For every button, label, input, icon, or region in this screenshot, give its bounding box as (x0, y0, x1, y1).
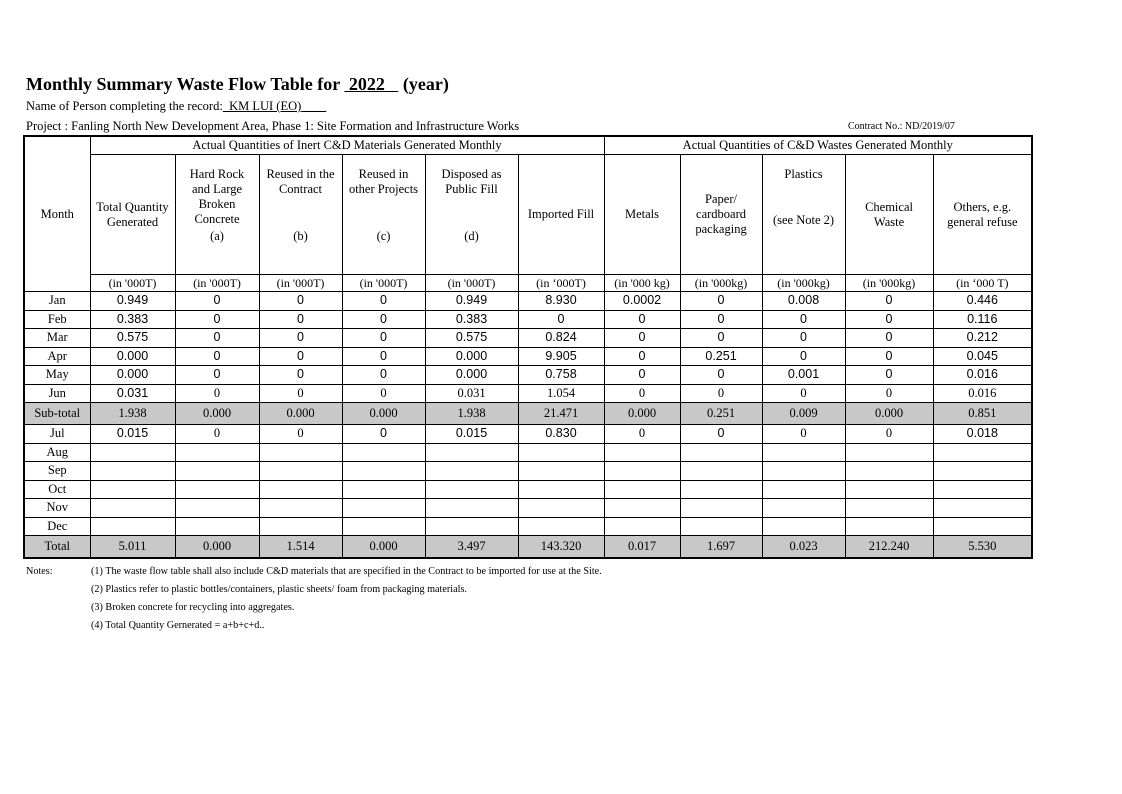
value-cell: 0.251 (680, 403, 762, 425)
month-cell: Dec (24, 517, 90, 536)
notes-label: Notes: (26, 566, 53, 577)
value-cell (425, 480, 518, 499)
value-cell: 0.000 (175, 536, 259, 559)
value-cell (259, 443, 342, 462)
value-cell: 0 (762, 347, 845, 366)
value-cell: 1.697 (680, 536, 762, 559)
value-cell: 0 (175, 347, 259, 366)
value-cell: 0 (845, 310, 933, 329)
value-cell: 0.0002 (604, 292, 680, 311)
value-cell: 0.000 (259, 403, 342, 425)
value-cell: 0.000 (425, 347, 518, 366)
value-cell: 0.008 (762, 292, 845, 311)
value-cell: 0.383 (90, 310, 175, 329)
value-cell (762, 499, 845, 518)
value-cell (845, 462, 933, 481)
value-cell: 0 (259, 292, 342, 311)
value-cell: 0.017 (604, 536, 680, 559)
value-cell: 0.824 (518, 329, 604, 348)
value-cell: 0 (175, 384, 259, 403)
value-cell (933, 462, 1032, 481)
month-cell: Mar (24, 329, 90, 348)
value-cell: 0 (604, 384, 680, 403)
value-cell: 0.016 (933, 384, 1032, 403)
value-cell (518, 480, 604, 499)
value-cell: 0.009 (762, 403, 845, 425)
value-cell: 0.851 (933, 403, 1032, 425)
value-cell: 0.000 (342, 536, 425, 559)
value-cell (680, 443, 762, 462)
unit-label-2: (in '000T) (259, 275, 342, 292)
value-cell: 1.938 (425, 403, 518, 425)
value-cell: 0.830 (518, 425, 604, 444)
unit-label-8: (in '000kg) (762, 275, 845, 292)
value-cell: 0 (604, 347, 680, 366)
value-cell (933, 499, 1032, 518)
value-cell: 1.938 (90, 403, 175, 425)
note-item: (3) Broken concrete for recycling into aggregates. (91, 602, 295, 613)
column-header-3: Reused in other Projects (c) (342, 155, 425, 275)
value-cell (762, 480, 845, 499)
value-cell: 0 (845, 384, 933, 403)
value-cell: 143.320 (518, 536, 604, 559)
value-cell: 0.949 (425, 292, 518, 311)
value-cell (845, 443, 933, 462)
value-cell (604, 443, 680, 462)
value-cell: 0.023 (762, 536, 845, 559)
title-year: 2022 (348, 74, 385, 94)
value-cell: 0 (342, 384, 425, 403)
value-cell: 0 (259, 366, 342, 385)
value-cell: 0 (604, 366, 680, 385)
month-cell: May (24, 366, 90, 385)
project-title: Project : Fanling North New Development Area, Phase 1: Site Formation and Infrastructure Works (26, 119, 520, 133)
value-cell: 0 (342, 366, 425, 385)
table-body (24, 292, 1032, 559)
value-cell: 0 (604, 425, 680, 444)
column-header-9: Chemical Waste (845, 155, 933, 275)
note-item: (4) Total Quantity Gernerated = a+b+c+d.. (91, 620, 265, 631)
value-cell (425, 462, 518, 481)
value-cell: 0 (680, 310, 762, 329)
unit-label-5: (in ‘000T) (518, 275, 604, 292)
month-cell: Total (24, 536, 90, 559)
value-cell: 0 (604, 310, 680, 329)
value-cell: 0 (762, 329, 845, 348)
value-cell: 0 (680, 425, 762, 444)
value-cell (933, 480, 1032, 499)
month-cell: Aug (24, 443, 90, 462)
value-cell (259, 499, 342, 518)
unit-label-1: (in '000T) (175, 275, 259, 292)
value-cell: 0.018 (933, 425, 1032, 444)
column-header-7: Paper/ cardboard packaging (680, 155, 762, 275)
value-cell: 9.905 (518, 347, 604, 366)
value-cell: 0 (845, 347, 933, 366)
table-row (24, 517, 1032, 536)
value-cell: 0 (845, 425, 933, 444)
value-cell (933, 443, 1032, 462)
value-cell: 0 (175, 292, 259, 311)
value-cell (762, 462, 845, 481)
table-row (24, 462, 1032, 481)
unit-label-3: (in '000T) (342, 275, 425, 292)
month-cell: Jun (24, 384, 90, 403)
value-cell (259, 517, 342, 536)
column-header-8: Plastics (see Note 2) (762, 155, 845, 275)
value-cell (175, 443, 259, 462)
column-header-5: Imported Fill (518, 155, 604, 275)
value-cell: 0.015 (425, 425, 518, 444)
value-cell: 1.054 (518, 384, 604, 403)
value-cell: 0 (175, 329, 259, 348)
column-header-1: Hard Rock and Large Broken Concrete (a) (175, 155, 259, 275)
value-cell: 0 (342, 310, 425, 329)
value-cell (425, 443, 518, 462)
value-cell (518, 443, 604, 462)
inert-group-header: Actual Quantities of Inert C&D Materials Generated Monthly (90, 136, 604, 155)
value-cell: 21.471 (518, 403, 604, 425)
value-cell (90, 443, 175, 462)
unit-label-10: (in ‘000 T) (933, 275, 1032, 292)
column-header-row (24, 155, 1032, 275)
table-row (24, 329, 1032, 348)
table-row (24, 480, 1032, 499)
column-header-4: Disposed as Public Fill (d) (425, 155, 518, 275)
value-cell: 0.116 (933, 310, 1032, 329)
month-cell: Jan (24, 292, 90, 311)
value-cell: 0.575 (425, 329, 518, 348)
table-row (24, 347, 1032, 366)
value-cell (680, 480, 762, 499)
value-cell: 0 (845, 366, 933, 385)
value-cell: 0.212 (933, 329, 1032, 348)
value-cell (604, 499, 680, 518)
value-cell: 0.031 (425, 384, 518, 403)
unit-label-6: (in '000 kg) (604, 275, 680, 292)
value-cell: 0 (259, 425, 342, 444)
value-cell: 212.240 (845, 536, 933, 559)
value-cell: 0 (259, 384, 342, 403)
value-cell (175, 480, 259, 499)
value-cell (845, 517, 933, 536)
value-cell: 0 (259, 347, 342, 366)
value-cell: 0 (342, 425, 425, 444)
value-cell: 0.000 (425, 366, 518, 385)
value-cell: 0 (175, 425, 259, 444)
value-cell: 0.000 (342, 403, 425, 425)
month-cell: Oct (24, 480, 90, 499)
column-header-0: Total Quantity Generated (90, 155, 175, 275)
unit-label-4: (in '000T) (425, 275, 518, 292)
page-title: Monthly Summary Waste Flow Table for 2022 (year) (26, 74, 449, 94)
value-cell: 0 (845, 329, 933, 348)
month-cell: Nov (24, 499, 90, 518)
value-cell: 1.514 (259, 536, 342, 559)
value-cell (90, 480, 175, 499)
value-cell (259, 480, 342, 499)
value-cell (342, 517, 425, 536)
value-cell: 0 (342, 292, 425, 311)
value-cell (175, 499, 259, 518)
unit-label-9: (in '000kg) (845, 275, 933, 292)
value-cell: 0 (175, 366, 259, 385)
value-cell: 0 (518, 310, 604, 329)
value-cell (680, 517, 762, 536)
value-cell (175, 462, 259, 481)
month-cell: Feb (24, 310, 90, 329)
value-cell (518, 462, 604, 481)
note-item: (1) The waste flow table shall also include C&D materials that are specified in the Contract to be imported for use at the Site. (91, 566, 602, 577)
value-cell: 0.251 (680, 347, 762, 366)
table-row (24, 310, 1032, 329)
value-cell (762, 517, 845, 536)
value-cell: 0 (342, 347, 425, 366)
value-cell (604, 462, 680, 481)
value-cell (342, 499, 425, 518)
value-cell (342, 443, 425, 462)
table-row (24, 499, 1032, 518)
month-cell: Jul (24, 425, 90, 444)
unit-label-0: (in '000T) (90, 275, 175, 292)
table-row (24, 366, 1032, 385)
month-cell: Apr (24, 347, 90, 366)
record-person-line: Name of Person completing the record: KM LUI (EO) (26, 99, 326, 114)
value-cell: 0 (259, 310, 342, 329)
record-person-name: KM LUI (EO) (229, 99, 302, 113)
value-cell: 0.000 (845, 403, 933, 425)
value-cell (425, 499, 518, 518)
value-cell (680, 499, 762, 518)
value-cell: 3.497 (425, 536, 518, 559)
value-cell (680, 462, 762, 481)
value-cell: 8.930 (518, 292, 604, 311)
value-cell: 0 (680, 366, 762, 385)
value-cell: 0 (604, 329, 680, 348)
value-cell: 0 (762, 425, 845, 444)
table-row (24, 403, 1032, 425)
value-cell (518, 517, 604, 536)
month-header: Month (24, 136, 90, 292)
value-cell (175, 517, 259, 536)
value-cell (342, 462, 425, 481)
value-cell (90, 462, 175, 481)
value-cell (259, 462, 342, 481)
value-cell: 5.530 (933, 536, 1032, 559)
value-cell: 0 (762, 310, 845, 329)
value-cell (604, 517, 680, 536)
value-cell (604, 480, 680, 499)
waste-group-header: Actual Quantities of C&D Wastes Generated Monthly (604, 136, 1032, 155)
table-row (24, 292, 1032, 311)
unit-row (24, 275, 1032, 292)
column-header-2: Reused in the Contract (b) (259, 155, 342, 275)
column-header-10: Others, e.g. general refuse (933, 155, 1032, 275)
value-cell: 0.383 (425, 310, 518, 329)
contract-number: Contract No.: ND/2019/07 (848, 121, 955, 132)
value-cell (845, 499, 933, 518)
value-cell: 0 (259, 329, 342, 348)
value-cell: 0 (680, 384, 762, 403)
value-cell: 0.949 (90, 292, 175, 311)
value-cell: 0.000 (90, 366, 175, 385)
value-cell (342, 480, 425, 499)
value-cell (90, 517, 175, 536)
value-cell: 0 (762, 384, 845, 403)
value-cell: 0 (342, 329, 425, 348)
value-cell (90, 499, 175, 518)
value-cell (425, 517, 518, 536)
value-cell: 0 (845, 292, 933, 311)
value-cell: 0.000 (175, 403, 259, 425)
table-row (24, 384, 1032, 403)
table-row (24, 443, 1032, 462)
value-cell (762, 443, 845, 462)
value-cell (933, 517, 1032, 536)
value-cell: 0.031 (90, 384, 175, 403)
value-cell: 0.045 (933, 347, 1032, 366)
unit-label-7: (in '000kg) (680, 275, 762, 292)
value-cell: 0.446 (933, 292, 1032, 311)
month-cell: Sep (24, 462, 90, 481)
value-cell: 0.000 (604, 403, 680, 425)
table-row (24, 536, 1032, 559)
value-cell (518, 499, 604, 518)
value-cell (845, 480, 933, 499)
value-cell: 0.000 (90, 347, 175, 366)
value-cell: 5.011 (90, 536, 175, 559)
waste-flow-table (23, 135, 1033, 559)
value-cell: 0 (680, 329, 762, 348)
note-item: (2) Plastics refer to plastic bottles/containers, plastic sheets/ foam from packaging materials. (91, 584, 467, 595)
month-cell: Sub-total (24, 403, 90, 425)
column-header-6: Metals (604, 155, 680, 275)
value-cell: 0 (175, 310, 259, 329)
value-cell: 0.575 (90, 329, 175, 348)
value-cell: 0.015 (90, 425, 175, 444)
value-cell: 0.001 (762, 366, 845, 385)
table-row (24, 425, 1032, 444)
value-cell: 0.016 (933, 366, 1032, 385)
value-cell: 0.758 (518, 366, 604, 385)
value-cell: 0 (680, 292, 762, 311)
